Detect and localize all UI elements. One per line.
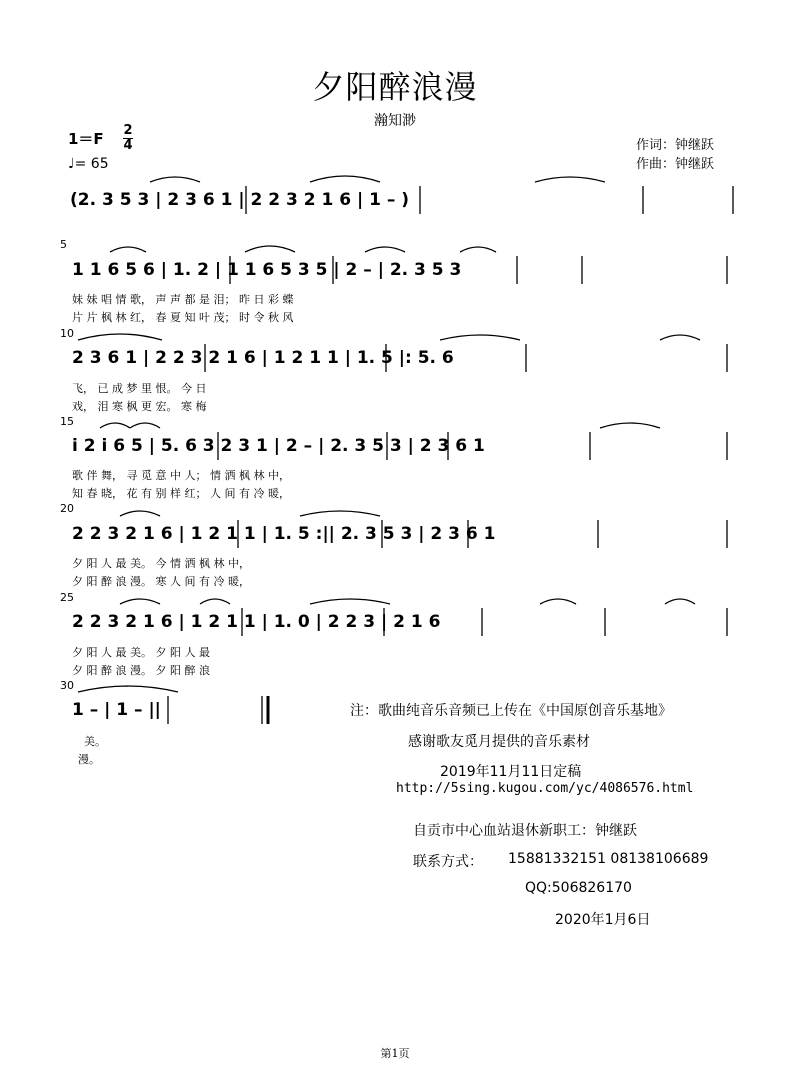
slur	[310, 176, 380, 182]
contact-label: 联系方式：	[413, 854, 483, 870]
slur	[245, 246, 295, 252]
contact-qq: QQ:506826170	[525, 880, 632, 896]
song-subtitle: 瀚知渺	[374, 113, 416, 129]
system-1-notes: (2. 3 5 3 | 2 3 6 1 | 2 2 3 2 1 6 | 1 – )	[70, 190, 410, 210]
slur	[100, 423, 130, 428]
system-7-measure-number: 30	[60, 679, 74, 692]
system-4-notes: i 2 i 6 5 | 5. 6 3 2 3 1 | 2 – | 2. 3 5 3 | 2 3 6 1	[72, 436, 485, 456]
slur	[120, 511, 160, 516]
slur	[300, 511, 380, 516]
slur	[440, 335, 520, 340]
system-2-notes: 1 1 6 5 6 | 1. 2 | 1 1 6 5 3 5 | 2 – | 2. 3 5 3	[72, 260, 462, 280]
system-5-lyrics-2: 夕 阳 醉 浪 漫。 寒 人 间 有 冷 暖，	[72, 575, 250, 588]
slur	[120, 599, 160, 604]
song-title: 夕阳醉浪漫	[312, 68, 478, 106]
system-5-notes: 2 2 3 2 1 6 | 1 2 1 1 | 1. 5 :|| 2. 3 5 3 | 2 3 6 1	[72, 524, 496, 544]
time-signature-top: 2	[123, 123, 133, 138]
system-6-lyrics-2: 夕 阳 醉 浪 漫。 夕 阳 醉 浪	[72, 664, 210, 677]
system-7-lyrics-1: 美。	[84, 735, 106, 748]
slur	[660, 335, 700, 340]
composer-credit: 作曲：钟继跃	[636, 157, 715, 172]
system-4-measure-number: 15	[60, 415, 74, 428]
upload-note: 注：歌曲纯音乐音频已上传在《中国原创音乐基地》	[350, 703, 672, 719]
author-line: 自贡市中心血站退休新职工：钟继跃	[413, 823, 637, 839]
slur	[665, 599, 695, 604]
slur	[460, 247, 496, 252]
slur	[600, 423, 660, 428]
system-6-lyrics-1: 夕 阳 人 最 美。 夕 阳 人 最	[72, 646, 210, 659]
system-5-lyrics-1: 夕 阳 人 最 美。 今 情 洒 枫 林 中，	[72, 557, 250, 570]
slur	[150, 177, 200, 182]
contact-phone: 15881332151 08138106689	[508, 851, 709, 867]
system-2-measure-number: 5	[60, 238, 67, 251]
system-5-measure-number: 20	[60, 502, 74, 515]
tempo-marking: ♩= 65	[68, 156, 109, 172]
system-3-notes: 2 3 6 1 | 2 2 3 2 1 6 | 1 2 1 1 | 1. 5 |: 5. 6	[72, 348, 454, 368]
slur	[78, 334, 162, 340]
source-url: http://5sing.kugou.com/yc/4086576.html	[396, 781, 694, 796]
lyricist-credit: 作词：钟继跃	[636, 138, 715, 153]
system-3-lyrics-2: 戏， 泪 寒 枫 更 宏。 寒 梅	[72, 400, 207, 413]
slur	[535, 177, 605, 182]
system-4-lyrics-2: 知 春 晓， 花 有 别 样 红； 人 间 有 冷 暖，	[72, 487, 290, 500]
time-signature-bottom: 4	[123, 138, 133, 153]
system-3-lyrics-1: 飞， 已 成 梦 里 恨。 今 日	[72, 382, 207, 395]
slur	[365, 247, 405, 252]
slur	[110, 247, 146, 252]
system-2-lyrics-1: 妹 妹 唱 情 歌， 声 声 都 是 泪； 昨 日 彩 蝶	[72, 293, 294, 306]
page-number: 第1页	[380, 1047, 410, 1060]
system-6-notes: 2 2 3 2 1 6 | 1 2 1 1 | 1. 0 | 2 2 3 | 2 1 6	[72, 612, 441, 632]
finalized-date: 2019年11月11日定稿	[440, 764, 582, 780]
key-signature: 1＝F	[68, 130, 104, 148]
system-7-lyrics-2: 漫。	[78, 753, 100, 766]
slur	[78, 686, 178, 692]
system-7-notes: 1 – | 1 – ||	[72, 700, 161, 720]
system-3-measure-number: 10	[60, 327, 74, 340]
document-date: 2020年1月6日	[555, 912, 651, 928]
system-2-lyrics-2: 片 片 枫 林 红， 春 夏 知 叶 茂； 时 令 秋 风	[72, 311, 294, 324]
thanks-note: 感谢歌友觅月提供的音乐素材	[408, 734, 590, 750]
system-4-lyrics-1: 歌 伴 舞， 寻 觅 意 中 人； 情 洒 枫 林 中，	[72, 469, 290, 482]
slur	[200, 599, 230, 604]
slur	[310, 599, 390, 604]
slur	[540, 599, 576, 604]
slur	[130, 423, 160, 428]
system-6-measure-number: 25	[60, 591, 74, 604]
